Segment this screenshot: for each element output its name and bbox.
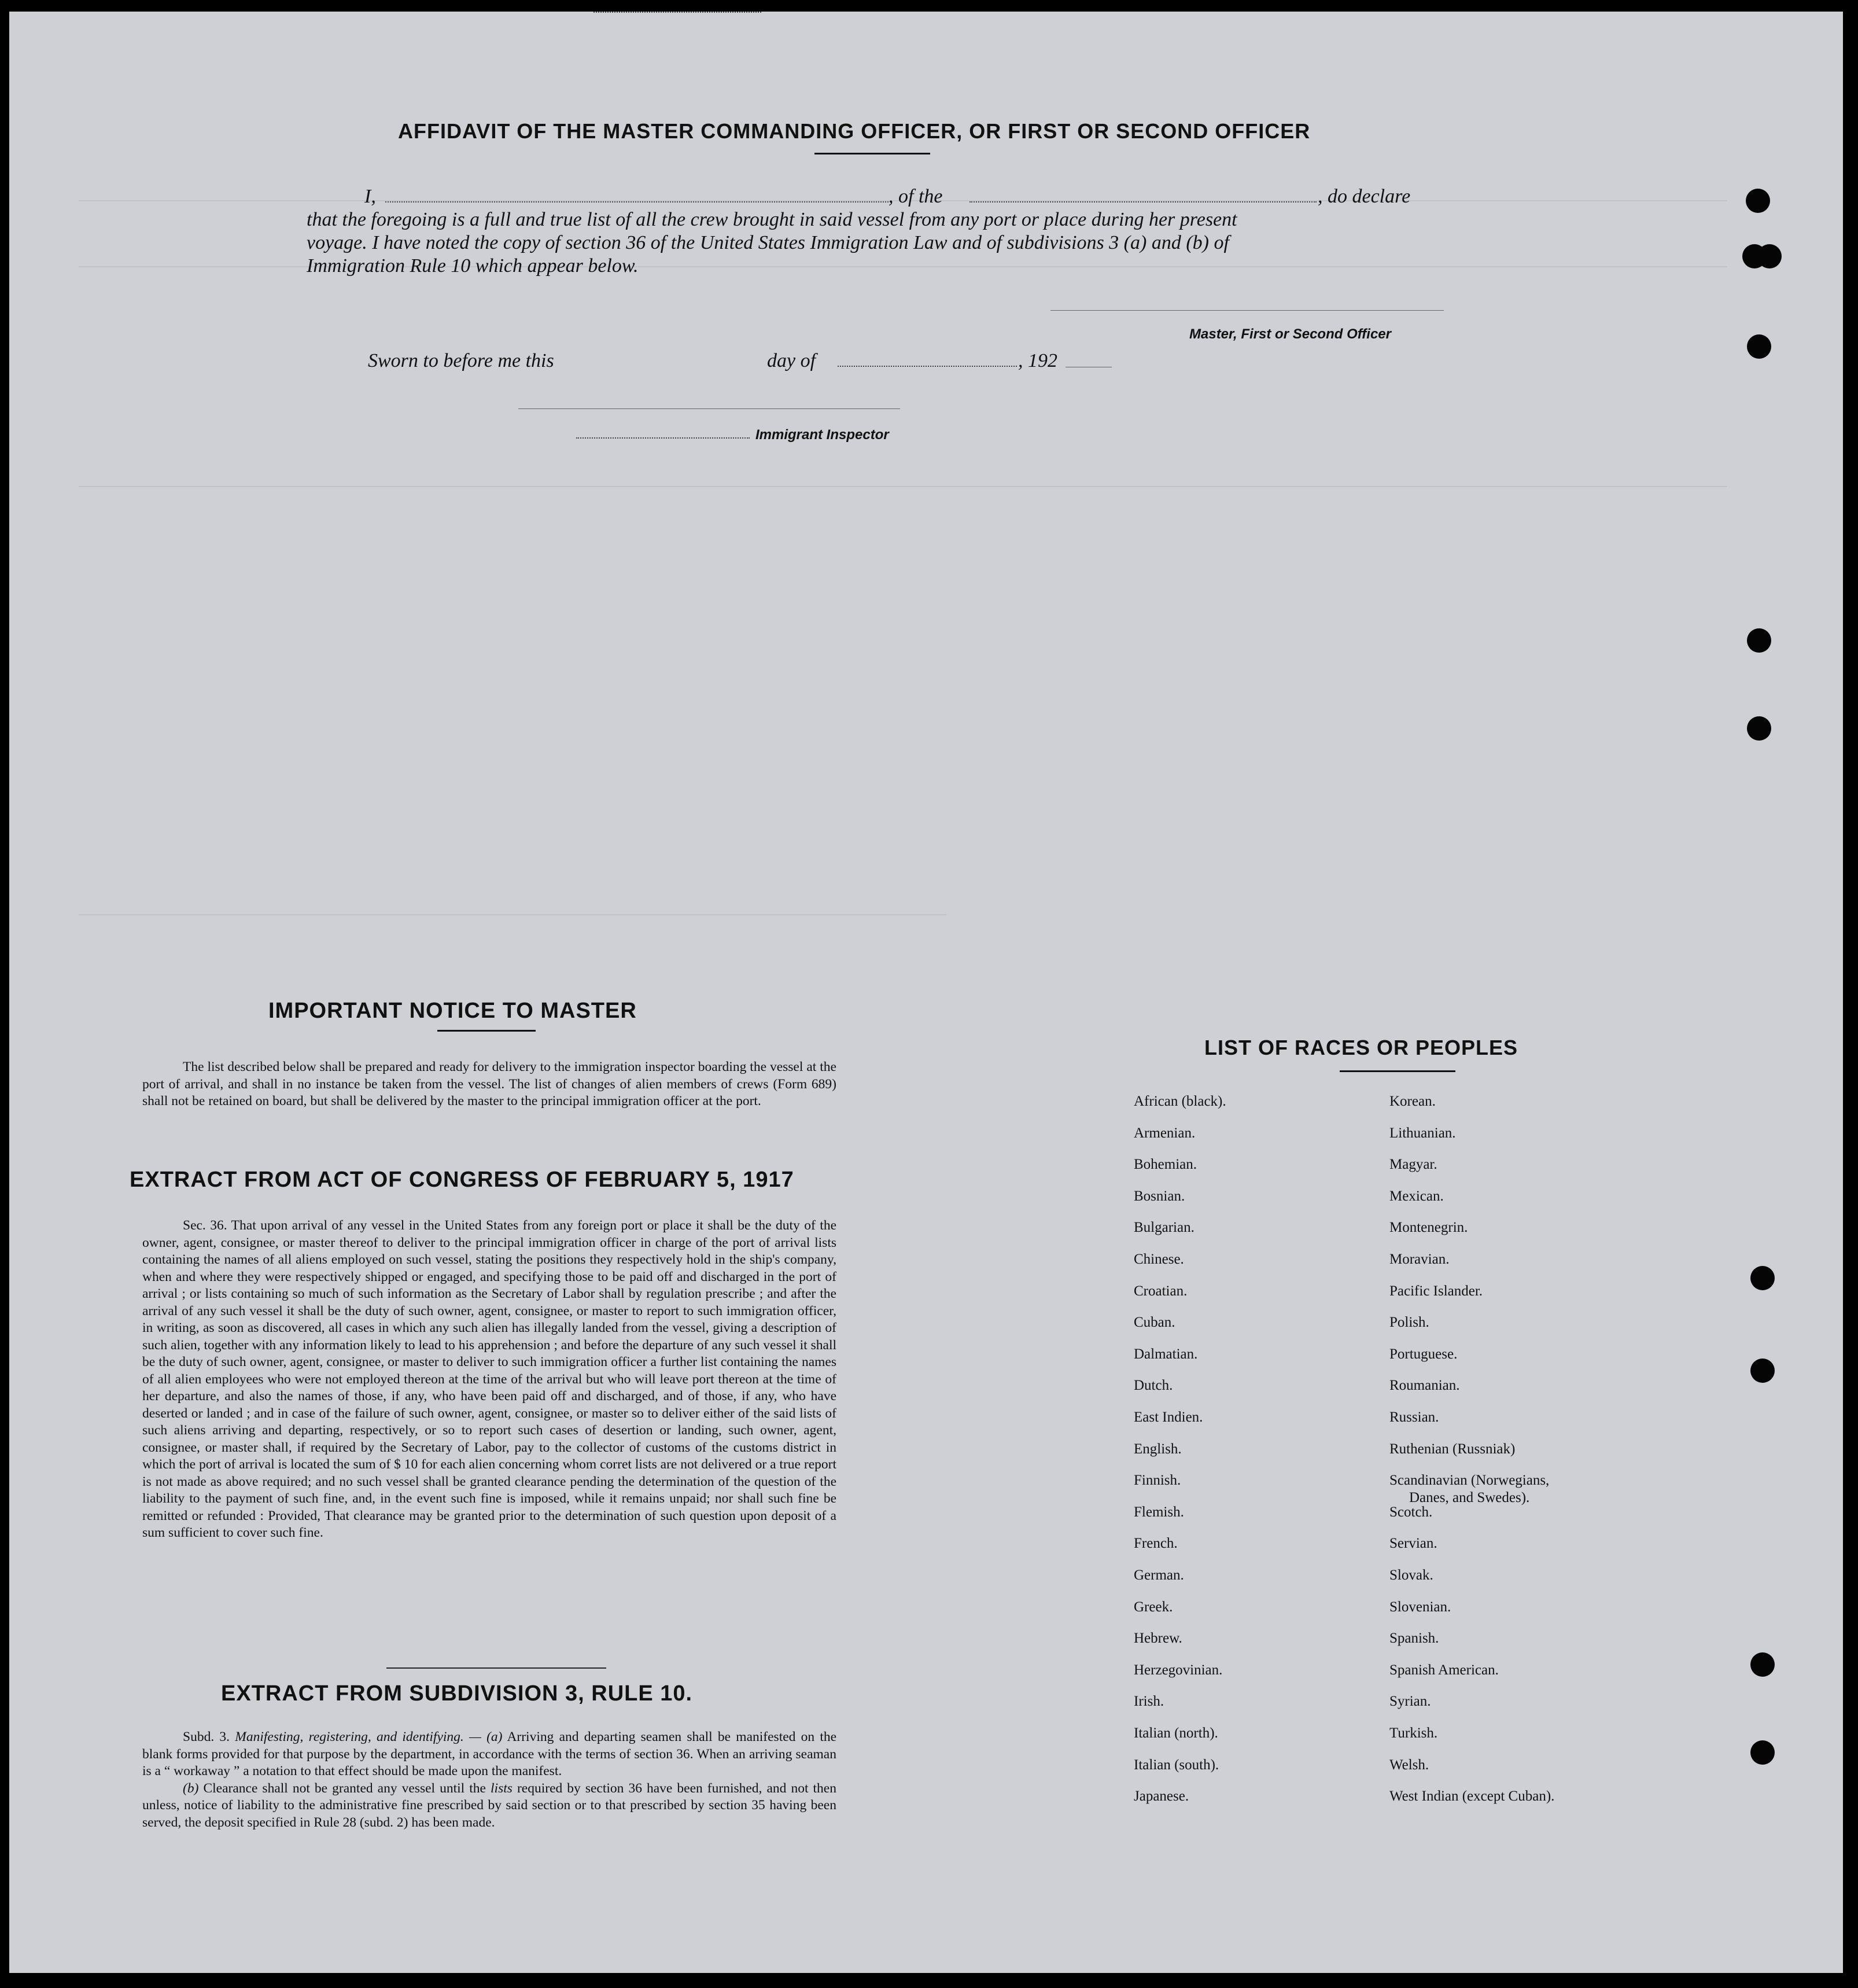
affidavit-line-3: voyage. I have noted the copy of section 36 of the United States Immigration Law and of subdivisions 3 (a) and (b) of <box>307 232 1229 253</box>
race-item: Moravian. <box>1389 1251 1450 1267</box>
race-item: Russian. <box>1389 1409 1439 1425</box>
affidavit-line-2: that the foregoing is a full and true list of all the crew brought in said vessel from any port or place during her present <box>307 209 1237 230</box>
subd-a-mark: — (a) <box>469 1729 503 1744</box>
race-item: Hebrew. <box>1134 1630 1182 1646</box>
subd-a-lead: Subd. 3. <box>183 1729 230 1744</box>
master-signature-line[interactable] <box>1050 310 1444 311</box>
year-text: , 192 <box>1018 350 1057 371</box>
notice-title: IMPORTANT NOTICE TO MASTER <box>268 999 637 1023</box>
subd-a-text: Arriving and departing seamen shall be manifested on the blank forms provided for that purpose by the department, in accordance with the terms of section 36. When an arriving seaman is a “ workaway ” a notation to that effect should be made upon the manifest. <box>142 1729 837 1779</box>
race-item: Spanish American. <box>1389 1662 1499 1678</box>
race-item: Bohemian. <box>1134 1157 1197 1172</box>
race-item: Syrian. <box>1389 1694 1431 1709</box>
master-name-field[interactable] <box>385 201 889 203</box>
race-item: Bosnian. <box>1134 1188 1185 1204</box>
master-signature-label: Master, First or Second Officer <box>1189 326 1391 342</box>
subd-b-text-2: required by section 36 have been furnished, and not then unless, notice of liability to the administrative fine prescribed by said section or to that prescribed by section 35 having been served, the deposit specified in Rule 28 (subd. 2) has been made. <box>142 1780 836 1830</box>
race-item: Turkish. <box>1389 1725 1438 1741</box>
race-item: Danes, and Swedes). <box>1409 1490 1530 1505</box>
race-item: Dutch. <box>1134 1378 1173 1393</box>
race-item: Japanese. <box>1134 1788 1189 1804</box>
race-item: Portuguese. <box>1389 1346 1458 1362</box>
race-item: East Indien. <box>1134 1409 1203 1425</box>
race-item: African (black). <box>1134 1094 1226 1109</box>
vessel-name-field[interactable] <box>969 201 1317 203</box>
race-item: Roumanian. <box>1389 1378 1460 1393</box>
document-page <box>9 12 1843 1973</box>
race-item: Polish. <box>1389 1315 1429 1330</box>
subd-b-mark: (b) <box>183 1780 199 1796</box>
subd-b-lists: lists <box>491 1780 513 1796</box>
affidavit-declare: , do declare <box>1318 186 1411 207</box>
race-item: Slovenian. <box>1389 1599 1451 1615</box>
affidavit-line-4: Immigration Rule 10 which appear below. <box>307 255 639 277</box>
race-item: French. <box>1134 1536 1178 1551</box>
race-item: Montenegrin. <box>1389 1220 1468 1235</box>
race-item: Scandinavian (Norwegians, <box>1389 1472 1550 1488</box>
race-item: Korean. <box>1389 1094 1436 1109</box>
rule-text <box>142 1729 836 1831</box>
race-item: Herzegovinian. <box>1134 1662 1223 1678</box>
subd-a-head: Manifesting, registering, and identifying. <box>235 1729 464 1744</box>
race-item: Bulgarian. <box>1134 1220 1195 1235</box>
race-item: Armenian. <box>1134 1125 1196 1141</box>
race-item: Magyar. <box>1389 1157 1437 1172</box>
race-item: Italian (north). <box>1134 1725 1218 1741</box>
race-item: Chinese. <box>1134 1251 1184 1267</box>
affidavit-title: AFFIDAVIT OF THE MASTER COMMANDING OFFICER, OR FIRST OR SECOND OFFICER <box>398 119 1311 143</box>
inspector-label: Immigrant Inspector <box>755 427 889 443</box>
act-text: Sec. 36. That upon arrival of any vessel in the United States from any foreign port or place it shall be the duty of the owner, agent, consignee, or master thereof to deliver to the principal immigration officer in charge of the port of arrival lists containing the names of all aliens employed on such vessel, stating the positions they respectively hold in the ship's company, when and where they were respectively shipped or engaged, and specifying those to be paid off and discharged in the port of arrival ; or lists containing so much of such information as the Secretary of Labor shall by regulation prescribe ; and after the arrival of any such vessel it shall be the duty of such owner, agent, consignee, or master to report to such immigration officer, in writing, as soon as discovered, all cases in which any such alien has illegally landed from the vessel, giving a description of such alien, together with any information likely to lead to his apprehension ; and before the departure of any such vessel it shall be the duty of such owner, agent, consignee, or master to deliver to such immigration officer a further list containing the names of all alien employees who were not employed thereon at the time of the arrival but who will leave port thereon at the time of her departure, and also the names of those, if any, who have been paid off and discharged, and of those, if any, who have deserted or landed ; and in case of the failure of such owner, agent, consignee, or master so to deliver either of the said lists of such aliens arriving and departing, respectively, or so to report such cases of desertion or landing, such owner, agent, consignee, or master shall, if required by the Secretary of Labor, pay to the collector of customs of the customs district in which the port of arrival is located the sum of $ 10 for each alien concerning whom corret lists are not delivered or a true report is not made as above required; and no such vessel shall be granted clearance pending the determination of the question of the liability to the payment of such fine, and, in the event such fine is imposed, while it remains unpaid; nor shall such fine be remitted or refunded : Provided, That clearance may be granted prior to the determination of such question upon deposit of a sum sufficient to cover such fine. <box>142 1218 836 1540</box>
races-title: LIST OF RACES OR PEOPLES <box>1204 1036 1518 1059</box>
affidavit-i: I, <box>364 186 376 207</box>
race-item: Servian. <box>1389 1536 1437 1551</box>
race-item: Cuban. <box>1134 1315 1175 1330</box>
notice-text: The list described below shall be prepared and ready for delivery to the immigration inspector boarding the vessel at the port of arrival, and shall in no instance be taken from the vessel. The list of changes of alien members of crews (Form 689) shall not be retained on board, but shall be delivered by the master to the principal immigration officer at the port. <box>142 1059 836 1109</box>
rule-title: EXTRACT FROM SUBDIVISION 3, RULE 10. <box>221 1681 693 1706</box>
inspector-signature-line[interactable] <box>518 408 900 409</box>
sworn-text: Sworn to before me this <box>368 350 554 371</box>
race-item: Greek. <box>1134 1599 1173 1615</box>
race-item: Croatian. <box>1134 1283 1188 1299</box>
race-item: Irish. <box>1134 1694 1164 1709</box>
subd-b-text-1: Clearance shall not be granted any vessel until the <box>203 1780 486 1796</box>
race-item: Finnish. <box>1134 1472 1181 1488</box>
sworn-month-field[interactable] <box>838 366 1017 367</box>
race-item: Pacific Islander. <box>1389 1283 1483 1299</box>
race-item: Slovak. <box>1389 1567 1433 1583</box>
act-title: EXTRACT FROM ACT OF CONGRESS OF FEBRUARY 5, 1917 <box>130 1168 794 1192</box>
race-item: English. <box>1134 1441 1182 1457</box>
race-item: Mexican. <box>1389 1188 1444 1204</box>
race-item: Flemish. <box>1134 1504 1184 1520</box>
sworn-day-field[interactable] <box>593 12 761 13</box>
race-item: Lithuanian. <box>1389 1125 1456 1141</box>
race-item: Dalmatian. <box>1134 1346 1198 1362</box>
day-of-text: day of <box>767 350 816 371</box>
race-item: Italian (south). <box>1134 1757 1219 1773</box>
affidavit-of-the: , of the <box>889 186 943 207</box>
race-item: Scotch. <box>1389 1504 1433 1520</box>
race-item: Ruthenian (Russniak) <box>1389 1441 1516 1457</box>
race-item: Spanish. <box>1389 1630 1439 1646</box>
race-item: West Indian (except Cuban). <box>1389 1788 1555 1804</box>
race-item: German. <box>1134 1567 1184 1583</box>
race-item: Welsh. <box>1389 1757 1429 1773</box>
